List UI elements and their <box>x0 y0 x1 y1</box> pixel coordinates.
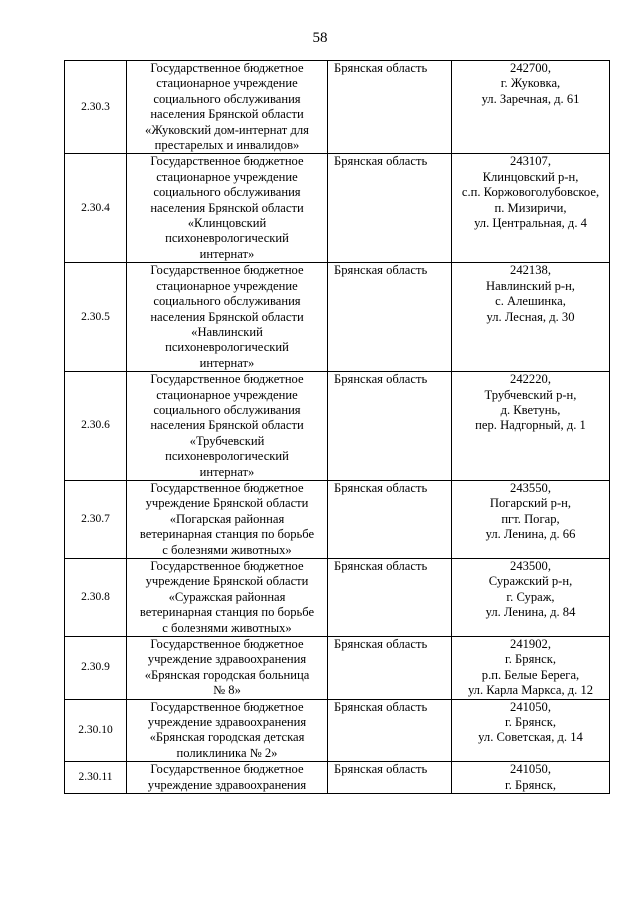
institution-name-line: «Клинцовский <box>187 216 267 231</box>
table-row <box>65 480 610 558</box>
institution-name-line: интернат» <box>199 246 255 261</box>
address-line: 241050, <box>510 699 551 714</box>
institution-name-cell <box>127 61 328 154</box>
institution-name-line: интернат» <box>199 355 255 370</box>
address-cell <box>452 263 610 372</box>
institution-name-line: «Погарская районная <box>169 511 285 526</box>
institution-name-cell <box>127 263 328 372</box>
institution-name-line: Государственное бюджетное <box>150 637 304 652</box>
institution-name-cell <box>127 480 328 558</box>
item-number-cell: 2.30.11 <box>65 762 127 794</box>
institution-name-line: населения Брянской области <box>150 418 304 433</box>
table-row <box>65 699 610 762</box>
address-line: г. Брянск, <box>505 715 556 730</box>
region-cell: Брянская область <box>328 762 452 794</box>
institution-name-line: социального обслуживания <box>153 185 301 200</box>
address-line: пер. Надгорный, д. 1 <box>475 418 586 433</box>
address-line: 243107, <box>510 154 551 169</box>
institution-name-line: социального обслуживания <box>153 91 301 106</box>
address-line: 243550, <box>510 480 551 495</box>
address-line: ул. Ленина, д. 66 <box>485 527 576 542</box>
address-line: г. Сураж, <box>506 589 555 604</box>
institution-name-line: «Брянская городская больница <box>144 667 310 682</box>
address-line: ул. Лесная, д. 30 <box>486 309 575 324</box>
institution-name-line: психоневрологический <box>165 231 289 246</box>
page-number: 58 <box>312 30 328 46</box>
item-number-cell: 2.30.10 <box>65 699 127 762</box>
address-line: г. Брянск, <box>505 777 556 792</box>
institution-name-line: «Навлинский <box>191 324 263 339</box>
institution-name-line: стационарное учреждение <box>156 169 298 184</box>
institution-name-line: учреждение здравоохранения <box>147 715 307 730</box>
institution-name-line: престарелых и инвалидов» <box>154 138 300 153</box>
registry-table <box>64 60 610 794</box>
table-row <box>65 762 610 794</box>
institution-name-line: с болезнями животных» <box>162 542 292 557</box>
table-row <box>65 637 610 700</box>
item-number-cell: 2.30.9 <box>65 637 127 700</box>
address-line: 241050, <box>510 762 551 777</box>
address-line: Навлинский р-н, <box>486 278 575 293</box>
institution-name-line: населения Брянской области <box>150 309 304 324</box>
region-cell: Брянская область <box>328 699 452 762</box>
address-line: Суражский р-н, <box>488 574 573 589</box>
item-number-cell: 2.30.8 <box>65 559 127 637</box>
institution-name-line: «Суражская районная <box>168 589 286 604</box>
institution-name-line: стационарное учреждение <box>156 387 298 402</box>
institution-name-line: интернат» <box>199 464 255 479</box>
region-cell: Брянская область <box>328 372 452 481</box>
region-cell: Брянская область <box>328 263 452 372</box>
region-cell: Брянская область <box>328 559 452 637</box>
item-number-cell: 2.30.4 <box>65 154 127 263</box>
address-line: 242138, <box>510 263 551 278</box>
item-number-cell: 2.30.5 <box>65 263 127 372</box>
institution-name-line: ветеринарная станция по борьбе <box>139 527 315 542</box>
institution-name-line: социального обслуживания <box>153 294 301 309</box>
region-cell: Брянская область <box>328 61 452 154</box>
institution-name-line: Государственное бюджетное <box>150 762 304 777</box>
institution-name-line: Государственное бюджетное <box>150 559 304 573</box>
table-row <box>65 372 610 481</box>
institution-name-cell <box>127 637 328 700</box>
institution-name-line: социального обслуживания <box>153 402 301 417</box>
institution-name-line: Государственное бюджетное <box>150 480 304 495</box>
institution-name-line: психоневрологический <box>165 449 289 464</box>
address-cell <box>452 637 610 700</box>
institution-name-cell <box>127 372 328 481</box>
institution-name-line: «Брянская городская детская <box>149 730 305 745</box>
institution-name-line: учреждение здравоохранения <box>147 652 307 667</box>
institution-name-line: Государственное бюджетное <box>150 263 304 278</box>
institution-name-line: учреждение Брянской области <box>145 496 309 511</box>
table-row <box>65 263 610 372</box>
address-line: 241902, <box>510 637 551 652</box>
institution-name-line: психоневрологический <box>165 340 289 355</box>
registry-table-body <box>65 61 610 794</box>
address-line: р.п. Белые Берега, <box>481 667 580 682</box>
institution-name-line: «Трубчевский <box>189 433 265 448</box>
item-number-cell: 2.30.7 <box>65 480 127 558</box>
institution-name-cell <box>127 154 328 263</box>
institution-name-line: стационарное учреждение <box>156 76 298 91</box>
address-cell <box>452 154 610 263</box>
address-cell <box>452 61 610 154</box>
institution-name-line: учреждение Брянской области <box>145 574 309 589</box>
region-cell: Брянская область <box>328 637 452 700</box>
address-line: д. Кветунь, <box>500 402 561 417</box>
institution-name-line: Государственное бюджетное <box>150 372 304 387</box>
address-line: Погарский р-н, <box>489 496 572 511</box>
address-cell <box>452 372 610 481</box>
table-row <box>65 154 610 263</box>
institution-name-line: поликлиника № 2» <box>176 745 278 760</box>
address-line: ул. Ленина, д. 84 <box>485 605 576 620</box>
institution-name-line: стационарное учреждение <box>156 278 298 293</box>
institution-name-cell <box>127 762 328 794</box>
table-row <box>65 61 610 154</box>
table-row <box>65 559 610 637</box>
address-line: г. Жуковка, <box>500 76 561 91</box>
address-line: Клинцовский р-н, <box>482 169 579 184</box>
institution-name-line: населения Брянской области <box>150 107 304 122</box>
address-line: ул. Заречная, д. 61 <box>481 91 580 106</box>
address-cell <box>452 699 610 762</box>
address-line: Трубчевский р-н, <box>484 387 577 402</box>
address-line: ул. Советская, д. 14 <box>478 730 583 745</box>
region-cell: Брянская область <box>328 480 452 558</box>
address-line: 243500, <box>510 559 551 573</box>
address-line: пгт. Погар, <box>501 511 560 526</box>
address-cell <box>452 762 610 794</box>
institution-name-line: Государственное бюджетное <box>150 154 304 169</box>
address-line: с.п. Коржовоголубовское, <box>461 185 600 200</box>
item-number-cell: 2.30.3 <box>65 61 127 154</box>
institution-name-line: «Жуковский дом-интернат для <box>145 122 309 137</box>
institution-name-line: Государственное бюджетное <box>150 61 304 75</box>
region-cell: Брянская область <box>328 154 452 263</box>
institution-name-line: № 8» <box>213 683 241 698</box>
address-line: ул. Карла Маркса, д. 12 <box>467 683 594 698</box>
item-number-cell: 2.30.6 <box>65 372 127 481</box>
institution-name-line: населения Брянской области <box>150 200 304 215</box>
address-line: 242220, <box>510 372 551 387</box>
address-cell <box>452 559 610 637</box>
address-line: ул. Центральная, д. 4 <box>474 216 587 231</box>
address-line: г. Брянск, <box>505 652 556 667</box>
institution-name-line: Государственное бюджетное <box>150 699 304 714</box>
address-line: п. Мизиричи, <box>494 200 567 215</box>
institution-name-line: с болезнями животных» <box>162 620 292 635</box>
address-line: с. Алешинка, <box>495 294 566 309</box>
address-line: 242700, <box>510 61 551 75</box>
institution-name-cell <box>127 559 328 637</box>
institution-name-cell <box>127 699 328 762</box>
institution-name-line: ветеринарная станция по борьбе <box>139 605 315 620</box>
address-cell <box>452 480 610 558</box>
institution-name-line: учреждение здравоохранения <box>147 777 307 792</box>
